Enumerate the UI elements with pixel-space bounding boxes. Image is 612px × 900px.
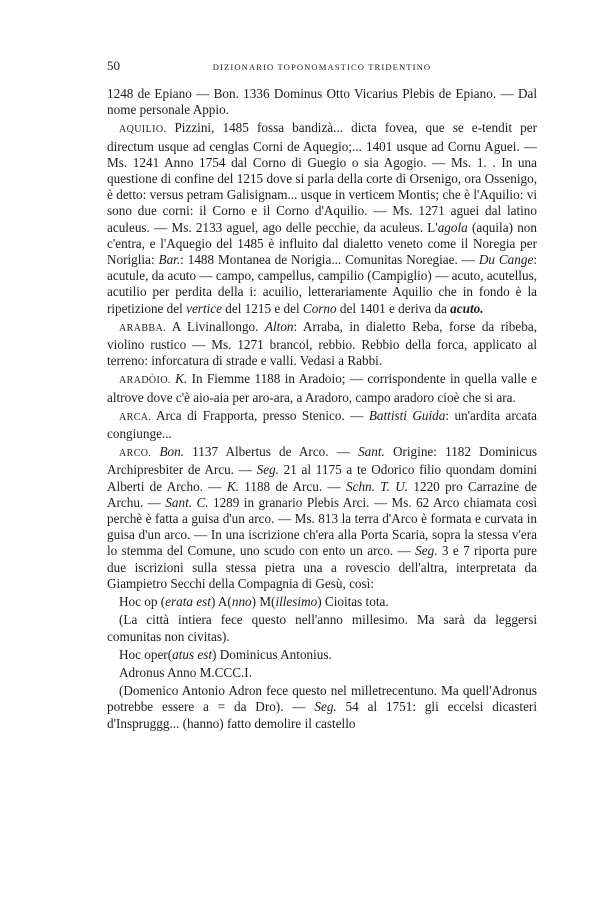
text-run: del 1401 e deriva da [336,300,451,316]
text-run: : un'ardita arcata congiunge... [107,407,537,442]
running-head [107,58,537,78]
text-run: Hoc op ( [119,594,166,610]
text-run: Sant. C. [165,494,209,510]
paragraph [107,594,537,610]
text-run: Pizzini, 1485 fossa bandizà... dicta fovea, que se e-tendit per directum usque ad cenglas Corni de Aquegio;... 1401 usque ad Cornu Aguei. — Ms. 1241 Anno 1754 dal Corno di Guegio o sia Agogio. — Ms. 1. . In una questione di confine del 1215 dove si parla della corte di Orsenigo, ora Ossenigo, è detto: versus petram Galisignam... usque in verticem Montis; che è l'Aquilio: vi sono due corni: il Corno e il Corno d'Aquilio. — Ms. 1271 aguei dal latino aculeus. — Ms. 2133 aguel, ago delle pecchie, da aculeus. L' [107,120,537,235]
paragraph [107,371,537,405]
entry-headword: ARADÒIO. [119,375,171,387]
text-run: Hoc oper( [119,646,173,662]
text-run: ) Dominicus Antonius. [212,646,332,662]
text-run: Seg. [415,543,438,559]
entry-headword: AQUILIO. [119,124,167,136]
text-run: Du Cange [478,252,534,268]
text-run: erata est [165,594,211,610]
text-run: Alton [264,318,294,334]
text-run: Arca di Frapporta, presso Stenico. — [151,407,369,423]
text-run: 1188 de Arcu. — [238,478,346,494]
entry-headword: ARCA. [119,411,152,423]
text-run: In Fiemme 1188 in Aradoio; — corrispondente in quella valle e altrove dove c'è aio-aia per aro-ara, a Aradoro, campo aradoro cioè che si ara. [107,371,537,405]
text-run: A Livinallongo. [165,318,265,334]
text-run: 1289 in granario Plebis Arci. — Ms. 62 Arco chiamata così perchè è fatta a guisa d'un arco. — Ms. 813 la terra d'Arco è formata e curvata in guisa d'un arco. — In una iscrizione ch'era alla Porta Scaria, sopra la stessa v'era lo stemma del Comune, uno scudo con ento un arco. — [107,494,537,559]
entry-headword: ARABBA. [119,322,166,334]
text-run: 21 al 1175 a te Odorico filio quondam domini Alberti de Archo. — [107,462,537,494]
text-run: ) M( [251,594,276,610]
text-run: acuto. [450,300,484,316]
document-page [107,58,537,734]
paragraph [107,408,537,442]
text-run: Bar. [158,252,181,268]
page-number: 50 [107,58,120,73]
paragraph [107,665,537,681]
entry-headword: ARCO. [119,448,152,460]
paragraph [107,444,537,592]
running-title: DIZIONARIO TOPONOMASTICO TRIDENTINO [212,62,432,72]
text-run: 1220 pro Carrazine de Archu. — [107,478,538,510]
text-run: Adronus Anno M.CCC.I. [119,664,252,680]
paragraph [107,120,537,316]
text-run: Bon. [159,444,184,460]
text-run: nno [231,594,252,610]
text-run: Schn. T. U. [346,478,409,494]
text-run: vertice [186,300,222,316]
text-run: K. [175,371,188,387]
text-run: Sant. [358,444,385,460]
text-run: ) A( [210,594,232,610]
text-run: 54 al 1751: gli eccelsi dicasteri d'Inspruggg... (hanno) fatto demolire il castello [107,699,537,731]
text-run: : 1488 Montanea de Norigia... Comunitas Noregiae. — [180,252,479,268]
body-text [107,86,537,732]
text-run: 1248 de Epiano — Bon. 1336 Dominus Otto Vicarius Plebis de Epiano. — Dal nome personale Appio. [107,86,537,118]
text-run: (aquila) non c'entra, e l'Aquegio del 1485 è influito dal dialetto veneto come il Noregia per Noriglia: [107,219,537,268]
text-run: ) Cioitas tota. [317,594,389,610]
paragraph [107,612,537,644]
text-run: Seg. [256,462,279,478]
text-run: K. [226,478,239,494]
paragraph [107,86,537,118]
paragraph [107,647,537,663]
text-run: 3 e 7 riporta pure due iscrizioni sulla stessa pietra una a rovescio dell'altra, interpretata da Giampietro Secchi della Compagnia di Gesù, così: [107,543,537,591]
text-run: Battisti Guida [368,407,446,423]
text-run: del 1215 e del [221,300,303,316]
text-run: : Arraba, in dialetto Reba, forse da ribeba, violino rustico — Ms. 1271 brancol, rebbio. Rebbio della forca, applicato al terreno: inforcatura di strade e valli. Vedasi a Rabbi. [107,318,537,369]
text-run: : acutule, da acuto — campo, campellus, campilio (Campiglio) — acuto, acutellus, acutilio per perdita della i: acuilio, letterariamente Aquilio che in fondo è la ripetizione del [107,252,537,316]
paragraph [107,683,537,732]
text-run: (La città intiera fece questo nell'anno millesimo. Ma sarà da leggersi comunitas non civitas). [107,612,537,644]
text-run: Corno [302,300,337,316]
text-run: atus est [172,646,213,662]
text-run: 1137 Albertus de Arco. — [184,444,359,460]
text-run: Seg. [314,699,337,715]
text-run: illesimo [275,594,318,610]
text-run: agola [437,219,468,235]
text-run: Origine: 1182 Dominicus Archipresbiter de Arcu. — [107,444,538,478]
text-run: (Domenico Antonio Adron fece questo nel milletrecentuno. Ma quell'Adronus potrebbe essere a = da Dro). — [107,683,537,715]
paragraph [107,319,537,370]
